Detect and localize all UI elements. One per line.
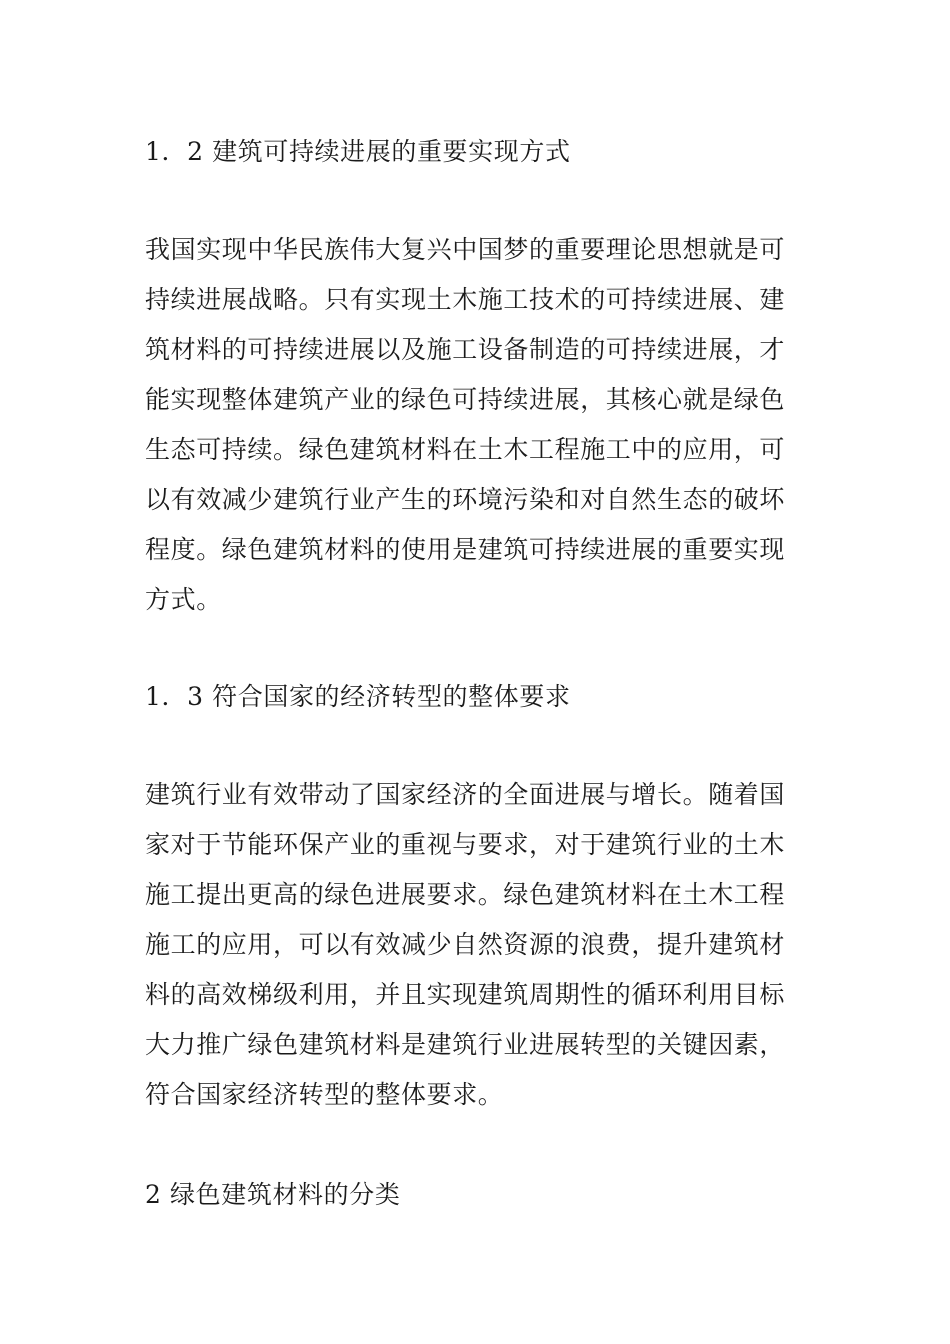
paragraph-line: 以有效减少建筑行业产生的环境污染和对自然生态的破坏 (145, 485, 786, 514)
paragraph-line: 程度。绿色建筑材料的使用是建筑可持续进展的重要实现 (145, 535, 786, 564)
paragraph-line: 料的高效梯级利用，并且实现建筑周期性的循环利用目标 (145, 980, 786, 1009)
paragraph-line: 符合国家经济转型的整体要求。 (145, 1080, 504, 1109)
paragraph-line: 家对于节能环保产业的重视与要求，对于建筑行业的土木 (145, 830, 786, 859)
section-heading-1-2: 1．2 建筑可持续进展的重要实现方式 (145, 137, 571, 166)
paragraph-line: 我国实现中华民族伟大复兴中国梦的重要理论思想就是可 (145, 235, 786, 264)
paragraph-line: 能实现整体建筑产业的绿色可持续进展，其核心就是绿色 (145, 385, 786, 414)
paragraph-line: 方式。 (145, 585, 222, 614)
paragraph-1-3 (145, 770, 815, 1120)
paragraph-line: 大力推广绿色建筑材料是建筑行业进展转型的关键因素， (145, 1030, 786, 1059)
paragraph-line: 生态可持续。绿色建筑材料在土木工程施工中的应用，可 (145, 435, 786, 464)
paragraph-line: 施工的应用，可以有效减少自然资源的浪费，提升建筑材 (145, 930, 786, 959)
paragraph-line: 持续进展战略。只有实现土木施工技术的可持续进展、建 (145, 285, 786, 314)
paragraph-line: 建筑行业有效带动了国家经济的全面进展与增长。随着国 (145, 780, 786, 809)
paragraph-line: 筑材料的可持续进展以及施工设备制造的可持续进展，才 (145, 335, 786, 364)
paragraph-line: 施工提出更高的绿色进展要求。绿色建筑材料在土木工程 (145, 880, 786, 909)
section-heading-1-3: 1．3 符合国家的经济转型的整体要求 (145, 682, 571, 711)
paragraph-1-2 (145, 225, 815, 625)
section-heading-2: 2 绿色建筑材料的分类 (145, 1180, 401, 1209)
